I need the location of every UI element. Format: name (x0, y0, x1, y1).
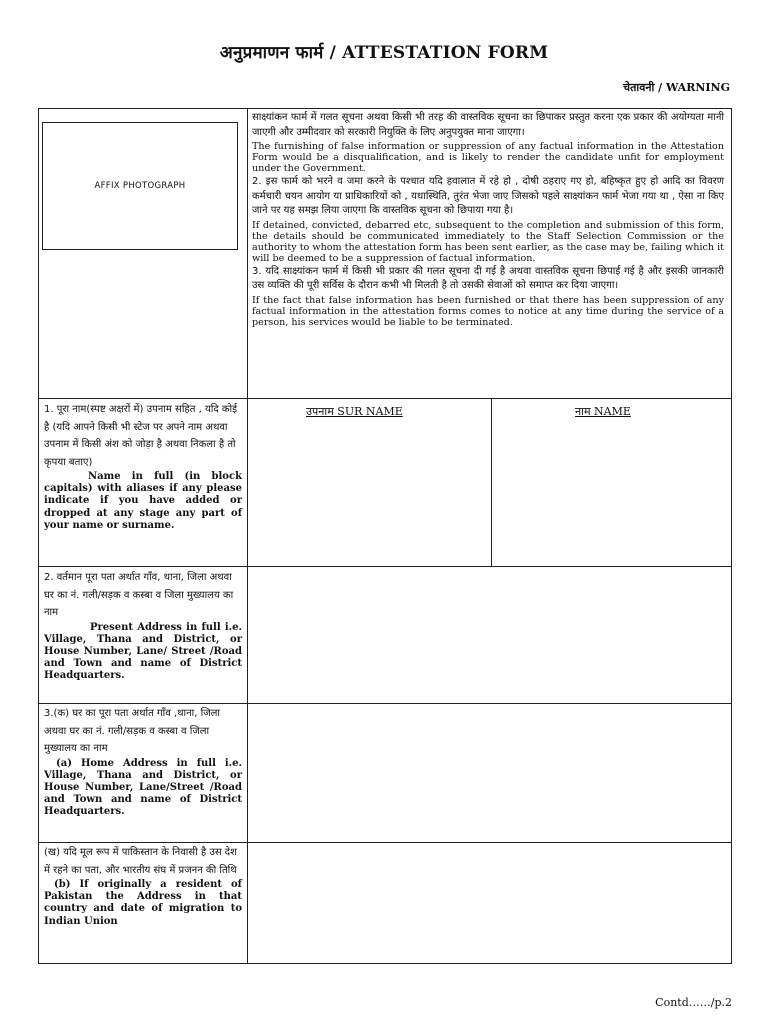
field-label-english: Name in full (in block capitals) with aliases if any please indicate if you have added or dropped at any stage any part of your name or surname. (44, 471, 242, 531)
warning-hindi-2: 2. इस फार्म को भरने व जमा करने के पश्चात यदि हवालात में रहे हो , दोषी ठहराए गए हो, बहिष्कृत हुए हो आदि का विवरण कर्मचारी चयन आयोग या प्राधिकारियों को , यथास्थिति, तुरंत भेजा जाए जिसको पहले साक्ष्यांकन फार्म भेजा गया था , ऐसा ना किए जाने पर यह समझ लिया जाएगा कि वास्तविक सूचना को छिपाया गया है। (252, 176, 724, 216)
field-label-hindi: (ख) यदि मूल रूप में पाकिस्तान के निवासी है उस देश में रहने का पता, और भारतीय संघ में प्रजनन की तिथि (44, 847, 237, 876)
column-divider (247, 108, 248, 964)
surname-column-header: उपनाम SUR NAME (306, 405, 403, 418)
continued-note: Contd……/p.2 (655, 996, 732, 1009)
table-top-border (38, 108, 731, 109)
warning-hindi-3: 3. यदि साक्ष्यांकन फार्म में किसी भी प्रकार की गलत सूचना दी गई है अथवा वास्तविक सूचना छिपाई गई है और इसकी जानकारी उस व्यक्ति की पूरी सर्विस के दौरान कभी भी मिलती है तो उसकी सेवाओं को समाप्त कर दिया जाएगा। (252, 265, 724, 291)
table-bottom-border (38, 963, 731, 964)
warning-english-2: If detained, convicted, debarred etc, subsequent to the completion and submission of this form, the details should be communicated immediately to the Staff Selection Commission or the authority to whom the attestation form has been sent earlier, as the case may be, failing which it will be deemed to be a suppression of factual information. (252, 219, 724, 264)
present-address-input-area[interactable] (249, 568, 729, 702)
field-label-hindi: 3.(क) घर का पूरा पता अर्थात गाँव ,थाना, जिला अथवा घर का नं. गली/सड़क व कस्बा व जिला मुख्यालय का नाम (44, 708, 221, 754)
pakistan-address-input-area[interactable] (249, 844, 729, 962)
row-divider (38, 842, 731, 843)
home-address-input-area[interactable] (249, 705, 729, 841)
field-label-pakistan-address (44, 844, 242, 928)
row-divider (38, 566, 731, 567)
page-title: अनुप्रमाणन फार्म / ATTESTATION FORM (219, 43, 549, 63)
warning-heading: चेतावनी / WARNING (623, 81, 730, 94)
warning-hindi-1: साक्ष्यांकन फार्म में गलत सूचना अथवा किसी भी तरह की वास्तविक सूचना का छिपाकर प्रस्तुत करना एक प्रकार की अयोग्यता मानी जाएगी और उम्मीदवार को सरकारी नियुक्ति के लिए अनुपयुक्त माना जाएगा। (252, 112, 724, 138)
surname-input-area[interactable] (249, 420, 490, 565)
field-label-english: Present Address in full i.e. Village, Thana and District, or House Number, Lane/ Street /Road and Town and name of District Headquarters. (44, 621, 242, 682)
field-label-english: (b) If originally a resident of Pakistan the Address in that country and date of migration to Indian Union (44, 879, 242, 927)
field-label-hindi: 1. पूरा नाम(स्पष्ट अक्षरों में) उपनाम सहित , यदि कोई है (यदि आपने किसी भी स्टेज पर अपने नाम अथवा उपनाम में किसी अंश को जोड़ा है अथवा निकला है तो कृपया बताए) (44, 404, 238, 468)
column-divider (491, 398, 492, 566)
photo-label: AFFIX PHOTOGRAPH (94, 181, 186, 191)
row-divider (38, 703, 731, 704)
field-label-hindi: 2. वर्तमान पूरा पता अर्थात गाँव, थाना, जिला अथवा घर का नं. गली/सड़क व कस्बा व जिला मुख्यालय का नाम (44, 572, 234, 618)
field-label-full-name (44, 401, 242, 532)
field-label-english: (a) Home Address in full i.e. Village, Thana and District, or House Number, Lane/Street /Road and Town and name of District Headquarters. (44, 757, 242, 818)
name-input-area[interactable] (493, 420, 729, 565)
field-label-home-address (44, 705, 242, 819)
field-label-present-address (44, 569, 242, 683)
name-column-header: नाम NAME (575, 405, 631, 418)
warning-text (252, 111, 724, 329)
row-divider (38, 398, 731, 399)
warning-english-1: The furnishing of false information or suppression of any factual information in the Attestation Form would be a disqualification, and is likely to render the candidate unfit for employment under the Government. (252, 141, 724, 174)
photo-box[interactable] (42, 122, 238, 250)
warning-english-3: If the fact that false information has been furnished or that there has been suppression of any factual information in the attestation forms comes to notice at any time during the service of a person, his services would be liable to be terminated. (252, 294, 724, 328)
